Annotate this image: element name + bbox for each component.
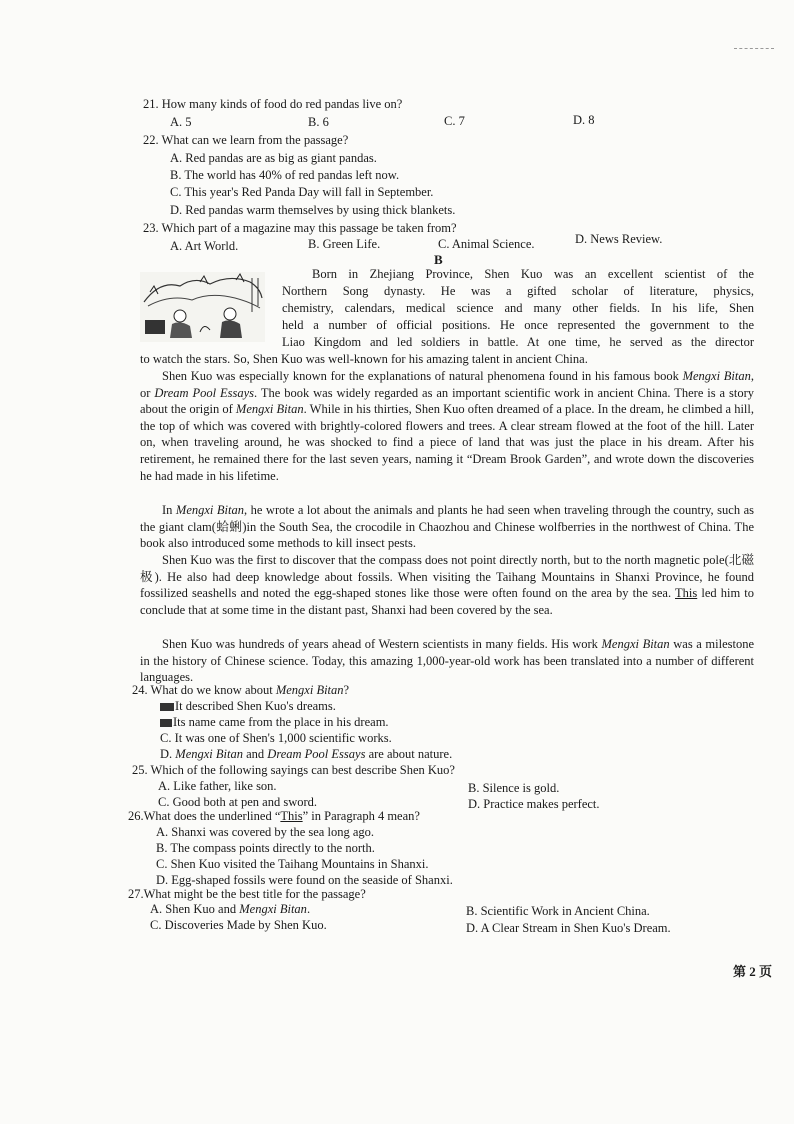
- ink-smudge-mark: [160, 703, 174, 711]
- q23-option-d: D. News Review.: [575, 232, 663, 246]
- passage-paragraph-2: [140, 368, 754, 484]
- p3-book-title: Mengxi Bitan: [175, 503, 244, 517]
- q24-d-title-2: Dream Pool Essays: [267, 747, 366, 761]
- q27-a-title: Mengxi Bitan: [239, 902, 307, 916]
- p2-book-title-2: Mengxi Bitan: [235, 402, 304, 417]
- q24-stem-title: Mengxi Bitan: [275, 683, 344, 697]
- p4-text-a: Shen Kuo was the first to discover that the compass does not point directly north, but to the north magnetic pole(北磁极). He also had deep knowledge about fossils. When visiting the Taihang Mountains in Shanxi Province, he found fossilized seashells and noted the egg-shaped stones like those were often found on the area by the sea.: [140, 553, 754, 601]
- p4-underlined-this: This: [675, 586, 698, 601]
- question-23-stem: 23. Which part of a magazine may this passage be taken from?: [143, 221, 457, 235]
- q24-d-title-1: Mengxi Bitan: [175, 747, 243, 761]
- passage-p1-line-5: Liao Kingdom and led soldiers in battle. At one time, he served as the director: [282, 335, 754, 349]
- q26-option-d: D. Egg-shaped fossils were found on the seaside of Shanxi.: [156, 873, 453, 887]
- q24-option-a-text: It described Shen Kuo's dreams.: [175, 699, 336, 713]
- section-b-label: B: [434, 252, 443, 267]
- passage-paragraph-5: [140, 636, 754, 686]
- q27-option-d: D. A Clear Stream in Shen Kuo's Dream.: [466, 921, 671, 935]
- q21-option-b: B. 6: [308, 115, 329, 129]
- page-number: 第 2 页: [733, 964, 773, 979]
- q27-option-c: C. Discoveries Made by Shen Kuo.: [150, 918, 327, 932]
- q21-option-d: D. 8: [573, 113, 595, 127]
- question-24-stem: [132, 682, 349, 698]
- q26-option-a: A. Shanxi was covered by the sea long ago.: [156, 825, 374, 839]
- q24-option-b: [160, 714, 389, 730]
- ink-smudge-mark: [160, 719, 172, 727]
- p3-text-c: , he wrote a lot about the animals and plants he had seen when traveling through the country, such as the giant clam(蛤蜊)in the South Sea, the crocodile in Chaozhou and Chinese wolfberries in the northwest of China. The book also introduced some methods to kill insect pests.: [140, 503, 754, 551]
- q25-option-c: C. Good both at pen and sword.: [158, 795, 318, 809]
- q26-option-b: B. The compass points directly to the north.: [156, 841, 375, 855]
- q22-option-a: A. Red pandas are as big as giant pandas.: [170, 151, 377, 165]
- passage-p1-line-1: Born in Zhejiang Province, Shen Kuo was an excellent scientist of the: [312, 267, 754, 281]
- q21-option-c: C. 7: [444, 114, 465, 128]
- p5-book-title: Mengxi Bitan: [601, 637, 670, 651]
- question-22-stem: 22. What can we learn from the passage?: [143, 133, 349, 147]
- passage-paragraph-4: [140, 552, 754, 618]
- q24-option-b-text: Its name came from the place in his dream.: [173, 715, 389, 729]
- q26-stem-b: ” in Paragraph 4 mean?: [302, 809, 420, 823]
- passage-p1-line-2: Northern Song dynasty. He was a gifted scholar of literature, physics,: [282, 284, 754, 298]
- q24-d-suffix: are about nature.: [365, 747, 453, 761]
- q22-option-c: C. This year's Red Panda Day will fall in September.: [170, 185, 434, 199]
- q26-stem-a: 26.What does the underlined “: [128, 809, 281, 823]
- q25-option-a: A. Like father, like son.: [158, 779, 277, 793]
- q27-option-b: B. Scientific Work in Ancient China.: [466, 904, 650, 918]
- q24-stem-end: ?: [343, 683, 350, 697]
- q27-a-prefix: A. Shen Kuo and: [150, 902, 240, 916]
- q24-d-prefix: D.: [160, 747, 176, 761]
- p2-text-a: Shen Kuo was especially known for the explanations of natural phenomena found in his famous book: [162, 369, 683, 383]
- q23-option-c: C. Animal Science.: [438, 237, 535, 251]
- passage-p1-line-4: held a number of official positions. He once represented the government to the: [282, 318, 754, 332]
- q24-d-mid: and: [242, 747, 268, 761]
- p2-text-e: . The book was widely regarded as an important scientific work in ancient China. There is a story about the origin of: [140, 385, 754, 417]
- q26-option-c: C. Shen Kuo visited the Taihang Mountains in Shanxi.: [156, 857, 429, 871]
- q24-stem-text: 24. What do we know about: [132, 683, 276, 697]
- p2-book-alt-title: Dream Pool Essays: [154, 385, 255, 400]
- q24-option-c: C. It was one of Shen's 1,000 scientific works.: [160, 731, 392, 745]
- question-25-stem: 25. Which of the following sayings can best describe Shen Kuo?: [132, 763, 455, 777]
- q23-option-a: A. Art World.: [170, 239, 239, 253]
- p3-text-a: In: [162, 503, 176, 517]
- p5-text-c: was a milestone in the history of Chinese science. Today, this amazing 1,000-year-old work has been translated into a number of different languages.: [140, 637, 754, 685]
- corner-mark: [734, 48, 774, 50]
- p5-text-a: Shen Kuo was hundreds of years ahead of Western scientists in many fields. His work: [162, 637, 602, 651]
- q22-option-b: B. The world has 40% of red pandas left now.: [170, 168, 400, 182]
- p2-book-title: Mengxi Bitan: [682, 369, 751, 383]
- q22-option-d: D. Red pandas warm themselves by using thick blankets.: [170, 203, 456, 217]
- p2-text-g: . While in his thirties, Shen Kuo often dreamed of a place. In the dream, he climbed a hill, the top of which was covered with brightly-colored flowers and trees. A clear stream flowed at the foot of the hill. Later on, when traveling around, he was shocked to find a piece of land that was just the place in his dream. After his retirement, he remained there for the last seven years, naming it “Dream Brook Garden”, and wrote down the discoveries he had made in his lifetime.: [140, 402, 754, 483]
- q21-option-a: A. 5: [170, 115, 192, 129]
- question-27-stem: 27.What might be the best title for the passage?: [128, 887, 366, 901]
- shen-kuo-illustration: [140, 272, 265, 342]
- q26-stem-underlined: This: [280, 809, 303, 823]
- q25-option-d: D. Practice makes perfect.: [468, 797, 600, 811]
- p4-text-c: led him to conclude that at some time in the distant past, Shanxi had been covered by the sea.: [140, 586, 754, 617]
- q27-option-a: [150, 901, 310, 917]
- p2-text-c: , or: [140, 369, 754, 400]
- q24-option-d: [160, 746, 452, 762]
- passage-p1-line-3: chemistry, calendars, medical science and many other fields. In his life, Shen: [282, 301, 754, 315]
- q25-option-b: B. Silence is gold.: [468, 781, 560, 795]
- question-26-stem: [128, 808, 420, 824]
- q27-a-suffix: .: [306, 902, 311, 916]
- q24-option-a: [160, 698, 336, 714]
- passage-p1-tail: to watch the stars. So, Shen Kuo was well-known for his amazing talent in ancient China.: [140, 352, 588, 366]
- question-21-stem: 21. How many kinds of food do red pandas live on?: [143, 97, 403, 111]
- passage-paragraph-3: [140, 502, 754, 552]
- q23-option-b: B. Green Life.: [308, 237, 381, 251]
